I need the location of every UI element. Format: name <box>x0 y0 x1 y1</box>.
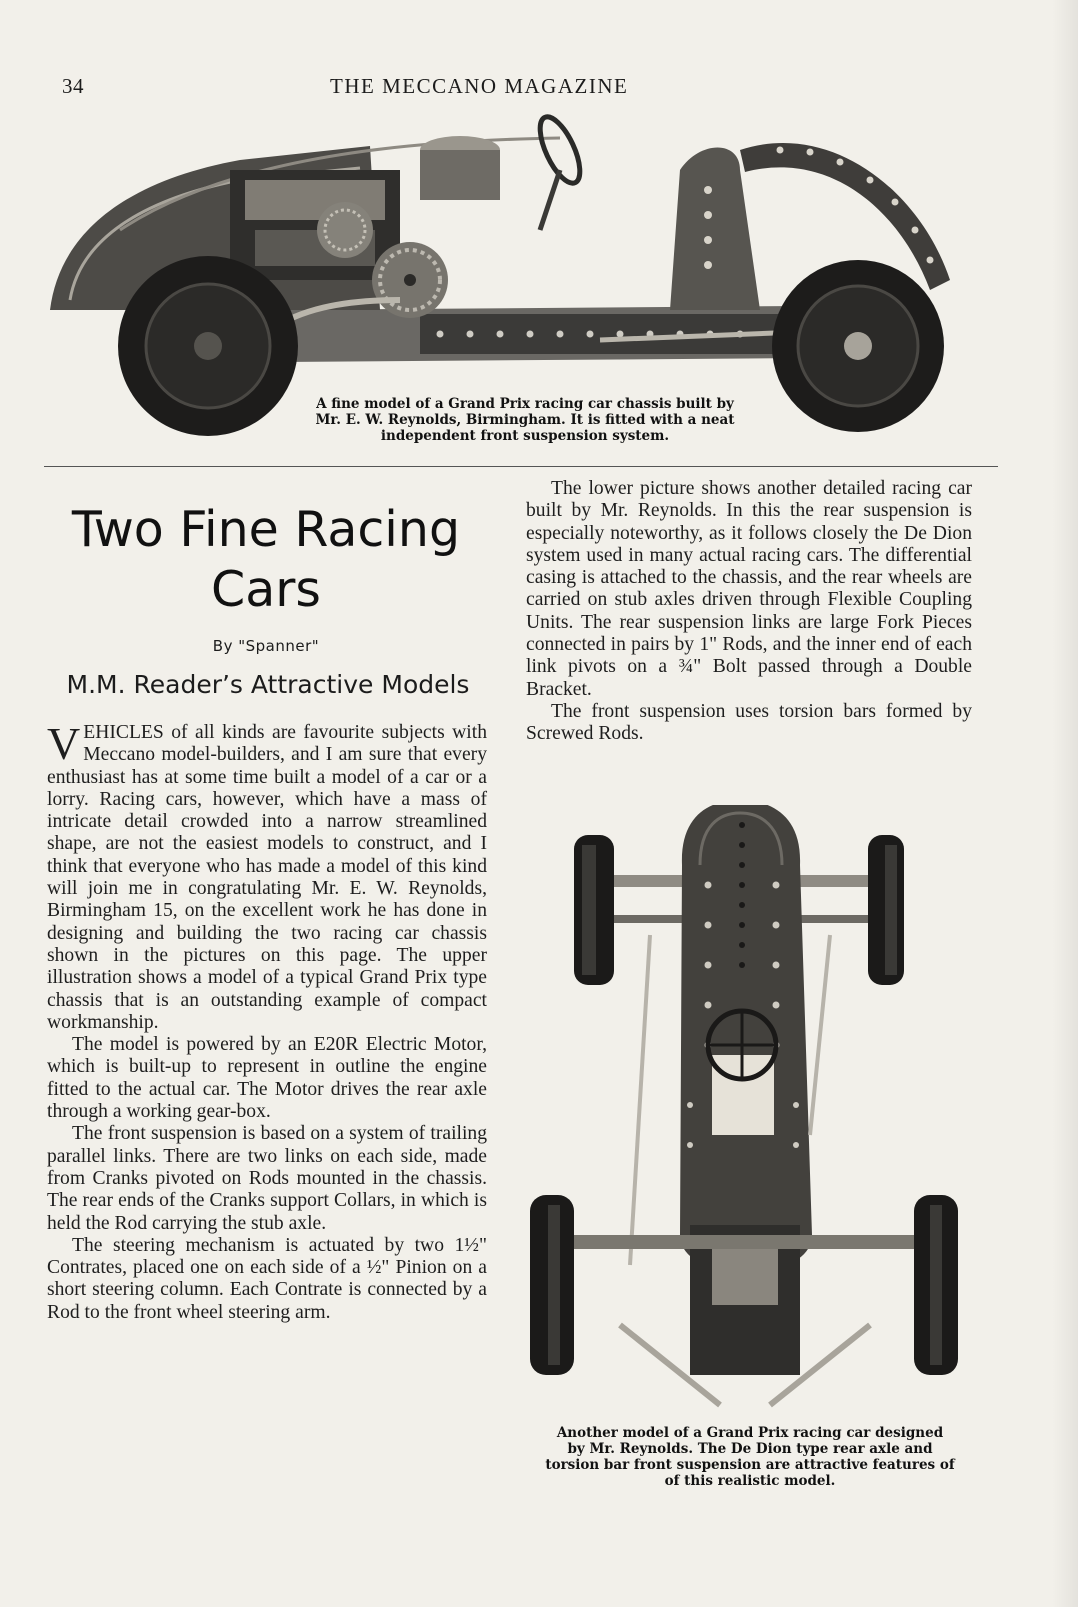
paragraph: The lower picture shows another detailed racing car built by Mr. Reynolds. In this the rear suspension is especially noteworthy, as it follows closely the De Dion system used in many actual racing cars. The differential casing is attached to the chassis, and the rear wheels are carried on stub axles driven through Flexible Coupling Units. The rear suspension links are large Fork Pieces connected in pairs by 1" Rods, and the inner end of each link pivots on a ¾" Bolt passed through a Double Bracket. <box>526 478 972 700</box>
article-title-line: Two Fine Racing <box>71 501 461 558</box>
caption-line: of this realistic model. <box>664 1473 836 1489</box>
paragraph: The model is powered by an E20R Electric Motor, which is built-up to represent in outline the engine fitted to the actual car. The Motor drives the rear axle through a working gear-box. <box>47 1034 487 1123</box>
paragraph <box>47 718 487 1034</box>
paragraph: The front suspension is based on a system of trailing parallel links. There are two links on each side, made from Cranks pivoted on Rods mounted in the chassis. The rear ends of the Cranks support Collars, in which is held the Rod carrying the stub axle. <box>47 1123 487 1234</box>
right-text-column <box>526 478 972 746</box>
bottom-car-photo <box>530 805 970 1415</box>
article-byline: By "Spanner" <box>212 637 320 655</box>
caption-line: Another model of a Grand Prix racing car designed <box>556 1425 944 1441</box>
section-divider <box>44 466 998 467</box>
paragraph: The steering mechanism is actuated by two 1½" Contrates, placed one on each side of a ½" Pinion on a short steering column. Each Contrate is connected by a Rod to the front wheel steering arm. <box>47 1234 487 1323</box>
top-photo-caption <box>278 396 772 444</box>
magazine-title: THE MECCANO MAGAZINE <box>330 74 629 98</box>
top-view-chassis-illustration <box>530 805 970 1415</box>
caption-line: A fine model of a Grand Prix racing car chassis built by <box>316 396 734 412</box>
paragraph: The front suspension uses torsion bars formed by Screwed Rods. <box>526 700 972 745</box>
caption-line: Mr. E. W. Reynolds, Birmingham. It is fitted with a neat <box>315 412 735 428</box>
caption-line: independent front suspension system. <box>380 428 670 444</box>
bottom-photo-caption <box>526 1425 974 1489</box>
article-title-line: Cars <box>211 561 321 618</box>
caption-line: by Mr. Reynolds. The De Dion type rear axle and <box>567 1441 933 1457</box>
page-header <box>0 74 1078 104</box>
article-subheading: M.M. Reader’s Attractive Models <box>66 670 470 699</box>
caption-line: torsion bar front suspension are attractive features of <box>545 1457 955 1473</box>
page-number: 34 <box>62 74 84 98</box>
left-text-column <box>47 718 487 1324</box>
drop-cap: V <box>47 718 81 769</box>
article-title <box>46 500 486 620</box>
page-edge-shadow <box>1052 0 1078 1607</box>
paragraph-text: EHICLES of all kinds are favourite subjects with Meccano model-builders, and I am sure that every enthusiast has at some time built a model of a car or a lorry. Racing cars, however, which have a mass of intricate detail crowded into a narrow streamlined shape, are not the easiest models to construct, and I think that everyone who has made a model of this kind will join me in congratulating Mr. E. W. Reynolds, Birmingham 15, on the excellent work he has done in designing and building the two racing car chassis shown in the pictures on this page. The upper illustration shows a model of a typical Grand Prix type chassis that is an outstanding example of compact workmanship. <box>47 722 487 1033</box>
